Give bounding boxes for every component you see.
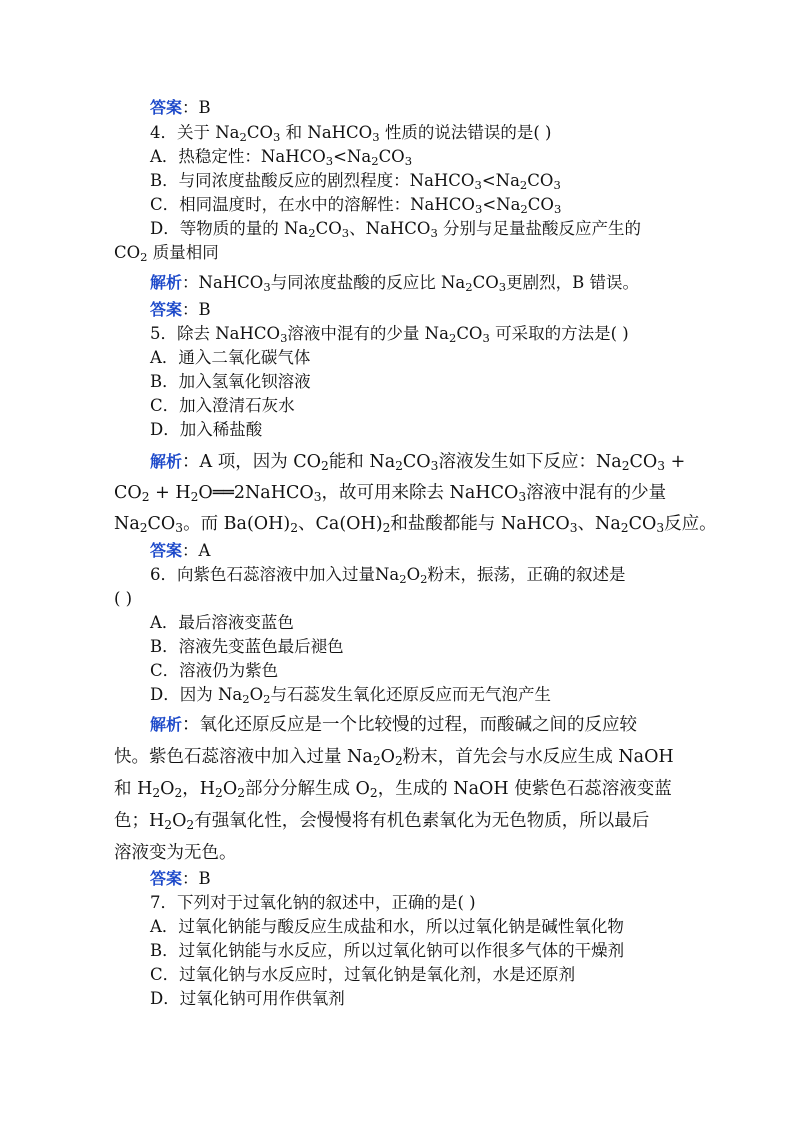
q4-option-d-cont: $CO_2$ 质量相同 [114,243,219,264]
q5-option-a: A．通入二氧化碳气体 [150,348,311,367]
q5-stem: 5．除去 NaHCO$_3$溶液中混有的少量 $Na_2CO_3$ 可采取的方法是( ) [150,324,629,345]
q6-analysis-line5: 溶液变为无色。 [114,843,237,863]
q4-option-c: C．相同温度时，在水中的溶解性：$NaHCO_3<Na_2CO_3$ [150,195,562,216]
q7-stem: 7．下列对于过氧化钠的叙述中，正确的是( ) [150,893,476,912]
q4-answer: 答案：B [150,300,211,319]
q6-option-c: C．溶液仍为紫色 [150,661,279,680]
q5-option-d: D．加入稀盐酸 [150,420,263,439]
q7-option-d: D．过氧化钠可用作供氧剂 [150,989,345,1008]
answer-line: 答案：B [150,98,211,117]
q5-option-c: C．加入澄清石灰水 [150,396,295,415]
q4-option-a: A．热稳定性：$NaHCO_3<Na_2CO_3$ [150,147,413,168]
q6-option-b: B．溶液先变蓝色最后褪色 [150,637,344,656]
q7-option-c: C．过氧化钠与水反应时，过氧化钠是氧化剂，水是还原剂 [150,965,576,984]
q5-analysis-line2: $CO_2$ + $H_2O══2NaHCO_3$，故可用来除去 NaHCO$_3$溶液中混有的少量 [114,483,667,505]
q6-analysis-line3: 和 $H_2O_2$，$H_2O_2$部分分解生成 $O_2$，生成的 NaOH 使紫色石蕊溶液变蓝 [114,779,672,801]
q4-option-b: B．与同浓度盐酸反应的剧烈程度：$NaHCO_3<Na_2CO_3$ [150,171,561,192]
q6-analysis-line2: 快。紫色石蕊溶液中加入过量 $Na_2O_2$粉末，首先会与水反应生成 NaOH [114,747,674,769]
q6-stem: 6．向紫色石蕊溶液中加入过量$Na_2O_2$粉末，振荡，正确的叙述是 [150,565,626,586]
q6-option-a: A．最后溶液变蓝色 [150,613,294,632]
q6-answer: 答案：B [150,869,211,888]
q7-option-a: A．过氧化钠能与酸反应生成盐和水，所以过氧化钠是碱性氧化物 [150,917,624,936]
q7-option-b: B．过氧化钠能与水反应，所以过氧化钠可以作很多气体的干燥剂 [150,941,625,960]
q6-analysis-line1: 解析：氧化还原反应是一个比较慢的过程，而酸碱之间的反应较 [150,715,638,735]
q5-option-b: B．加入氢氧化钡溶液 [150,372,311,391]
q5-analysis-line3: $Na_2CO_3$。而 $Ba(OH)_2$、$Ca(OH)_2$和盐酸都能与 NaHCO$_3$、$Na_2CO_3$反应。 [114,514,717,536]
q6-analysis-line4: 色；$H_2O_2$有强氧化性，会慢慢将有机色素氧化为无色物质，所以最后 [114,811,650,833]
q4-stem: 4．关于 $Na_2CO_3$ 和 NaHCO$_3$ 性质的说法错误的是( ) [150,123,552,144]
q4-option-d: D．等物质的量的 $Na_2CO_3$、NaHCO$_3$ 分别与足量盐酸反应产生的 [150,219,642,240]
q6-stem-cont: ( ) [114,589,133,608]
q5-answer: 答案：A [150,541,211,560]
q6-option-d: D．因为 $Na_2O_2$与石蕊发生氧化还原反应而无气泡产生 [150,685,551,706]
q4-analysis: 解析：NaHCO$_3$与同浓度盐酸的反应比 $Na_2CO_3$更剧烈，B 错误。 [150,273,639,294]
q5-analysis-line1: 解析：A 项，因为 $CO_2$能和 $Na_2CO_3$溶液发生如下反应：$Na_2CO_3$ + [150,452,686,474]
